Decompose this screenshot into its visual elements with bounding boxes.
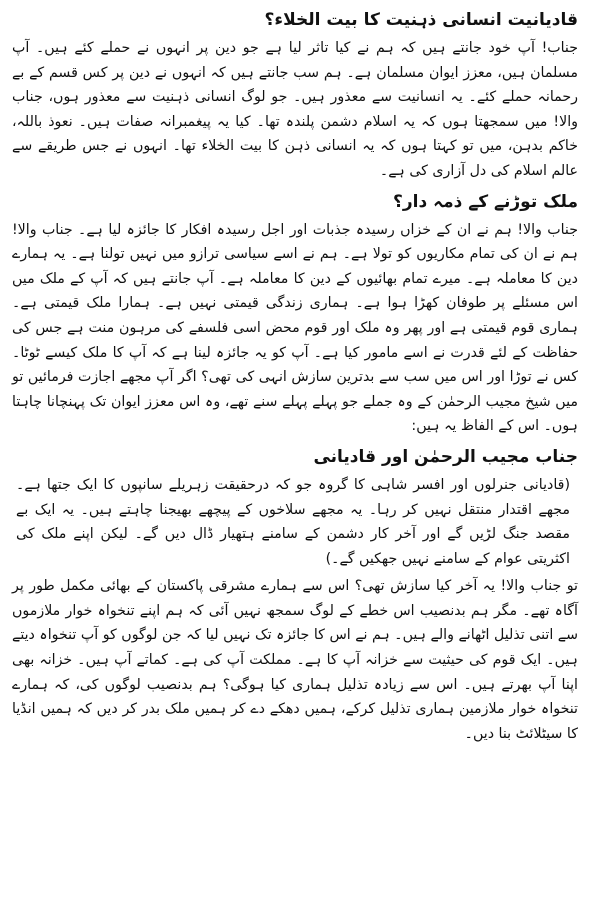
section-qadianiyat-heading-block <box>12 6 578 184</box>
quoted-statement: (قادیانی جنرلوں اور افسر شاہی کا گروہ جو کہ درحقیقت زہریلے سانپوں کا ایک جتھا ہے۔ مجھے اقتدار منتقل نہیں کر رہا۔ یہ مجھے سلاخوں کے پیچھے بھیجنا چاہتے ہیں۔ یہ ایک بے مقصد جنگ لڑیں گے اور آخر کار دشمن کے سامنے ہتھیار ڈال دیں گے۔ لیکن اپنے ملک کی اکثریتی عوام کے سامنے نہیں جھکیں گے۔) <box>16 476 570 567</box>
body-paragraph: جناب! آپ خود جانتے ہیں کہ ہم نے کیا تاثر لیا ہے جو دین پر انہوں نے حملے کئے ہیں۔ آپ مسلمان ہیں، معزز ایوان مسلمان ہے۔ ہم سب جانتے ہیں کہ انہوں نے دین پر کس قسم کے بے رحمانہ حملے کئے۔ یہ انسانیت سے معذور ہیں۔ جو لوگ انسانی ذہنیت سے معذور ہوں، جناب والا! میں سمجھتا ہوں کہ یہ اسلام دشمن پلندہ تھا۔ کیا یہ پیغمبرانہ صفات ہیں۔ نعوذ باللہ، خاکم بدہن، میں تو کہتا ہوں کہ یہ انسانی ذہن کا بیت الخلاء تھا۔ انہوں نے جس طریقے سے عالم اسلام کی دل آزاری کی ہے۔ <box>12 40 578 179</box>
section-heading: جناب مجیب الرحمٰن اور قادیانی <box>313 446 578 467</box>
section-heading: قادیانیت انسانی ذہنیت کا بیت الخلاء؟ <box>264 10 578 30</box>
section-mujib-and-qadiani <box>12 443 578 747</box>
section-heading: ملک توڑنے کے ذمہ دار؟ <box>393 191 578 212</box>
body-paragraph: تو جناب والا! یہ آخر کیا سازش تھی؟ اس سے ہمارے مشرقی پاکستان کے بھائی مکمل طور پر آگاہ تھے۔ مگر ہم بدنصیب اس خطے کے لوگ سمجھ نہیں آئی کہ ہم اپنے تنخواہ خوار ملازموں سے اتنی تذلیل اٹھانے والے ہیں۔ ہم نے اس کا جائزہ تک نہیں لیا کہ جن لوگوں کو آپ تنخواہ دیتے ہیں۔ ایک قوم کی حیثیت سے خزانہ آپ کا ہے۔ مملکت آپ کی ہے۔ کماتے آپ ہیں۔ خزانہ بھی اپنا آپ بھرتے ہیں۔ اس سے زیادہ تذلیل ہماری کیا ہوگی؟ ہم بدنصیب لوگوں کی، کہ ہمارے تنخواہ خوار ملازمین ہماری تذلیل کرکے، ہمیں دھکے دے کر ہمیں ملک بدر کر دیں کہ ہمیں انڈیا کا سیٹلائٹ بنا دیں۔ <box>12 578 578 742</box>
section-country-breakup <box>12 188 578 439</box>
body-paragraph: جناب والا! ہم نے ان کے خزاں رسیدہ جذبات اور اجل رسیدہ افکار کا جائزہ لیا ہے۔ جناب والا! ہم نے ان کی تمام مکاریوں کو تولا ہے۔ ہم نے اسے سیاسی ترازو میں نہیں تولنا ہے۔ یہ ہمارے دین کا معاملہ ہے۔ میرے تمام بھائیوں کے دین کا معاملہ ہے۔ آپ جانتے ہیں کہ آپ کے ملک میں اس مسئلے پر طوفان کھڑا ہوا ہے۔ ہماری زندگی قیمتی نہیں ہے۔ ہمارا ملک قیمتی ہے۔ ہماری قوم قیمتی ہے اور پھر وہ ملک اور قوم محض اسی فلسفے کی مرہون منت ہے جس کی حفاظت کے لئے قدرت نے اسے مامور کیا ہے۔ آپ کو یہ جائزہ لینا ہے کہ آپ کا ملک کیسے ٹوٹا۔ کس نے توڑا اور اس میں سب سے بدترین سازش انہی کی تھی؟ اگر آپ مجھے اجازت فرمائیں تو میں شیخ مجیب الرحمٰن کے وہ جملے جو پہلے پہلے سنے تھے، وہ اس معزز ایوان تک پہنچانا چاہتا ہوں۔ اس کے الفاظ یہ ہیں: <box>12 221 578 435</box>
